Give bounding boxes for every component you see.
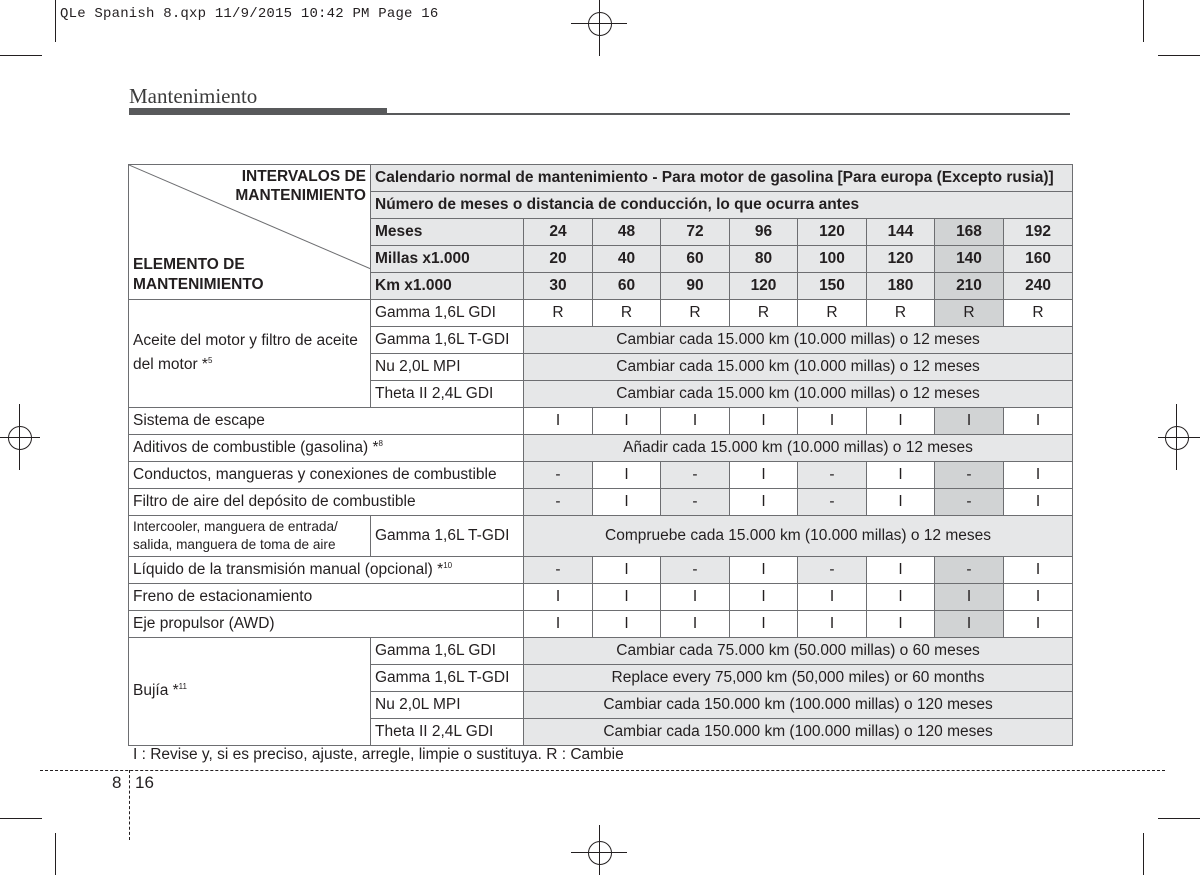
item-intercooler-line1: Intercooler, manguera de entrada/ <box>133 519 338 534</box>
table-cell: 168 <box>935 219 1004 246</box>
table-cell: 96 <box>730 219 798 246</box>
item-filtro-aire: Filtro de aire del depósito de combustible <box>129 489 524 516</box>
table-cell: - <box>935 462 1004 489</box>
table-cell: - <box>524 489 593 516</box>
crop-mark <box>1158 55 1200 56</box>
table-cell: I <box>524 611 593 638</box>
table-cell: I <box>661 611 730 638</box>
table-cell: R <box>524 300 593 327</box>
table-cell: 180 <box>867 273 935 300</box>
corner-top-label: INTERVALOS DE MANTENIMIENTO <box>235 168 366 204</box>
table-cell: 120 <box>867 246 935 273</box>
table-cell: I <box>730 408 798 435</box>
item-freno: Freno de estacionamiento <box>129 584 524 611</box>
crop-mark <box>1143 833 1144 875</box>
table-cell: - <box>524 462 593 489</box>
table-cell: 90 <box>661 273 730 300</box>
footnote-marker: 5 <box>207 356 213 366</box>
table-row <box>129 300 1073 327</box>
item-transmision <box>129 557 524 584</box>
table-cell: 72 <box>661 219 730 246</box>
span-cell: Cambiar cada 150.000 km (100.000 millas) o 120 meses <box>524 719 1073 746</box>
table-cell: - <box>935 557 1004 584</box>
table-cell: I <box>1004 462 1073 489</box>
table-cell: 60 <box>593 273 661 300</box>
table-cell: I <box>1004 611 1073 638</box>
table-cell: 150 <box>798 273 867 300</box>
table-cell: I <box>798 611 867 638</box>
item-bujia <box>129 638 371 746</box>
table-cell: 60 <box>661 246 730 273</box>
table-cell: I <box>867 584 935 611</box>
row-label: Meses <box>371 219 524 246</box>
span-cell: Cambiar cada 75.000 km (50.000 millas) o 60 meses <box>524 638 1073 665</box>
table-row <box>129 489 1073 516</box>
crop-mark <box>55 0 56 42</box>
engine-label: Gamma 1,6L GDI <box>371 638 524 665</box>
table-cell: 192 <box>1004 219 1073 246</box>
item-eje: Eje propulsor (AWD) <box>129 611 524 638</box>
table-legend: I : Revise y, si es preciso, ajuste, arregle, limpie o sustituya. R : Cambie <box>133 746 624 763</box>
table-row <box>129 638 1073 665</box>
table-row <box>129 611 1073 638</box>
item-aditivos <box>129 435 524 462</box>
table-cell: - <box>661 462 730 489</box>
span-cell: Cambiar cada 15.000 km (10.000 millas) o 12 meses <box>524 327 1073 354</box>
table-cell: - <box>661 489 730 516</box>
table-cell: 30 <box>524 273 593 300</box>
table-cell: 210 <box>935 273 1004 300</box>
table-cell: I <box>798 584 867 611</box>
table-cell: I <box>730 489 798 516</box>
table-cell: I <box>524 408 593 435</box>
crop-mark <box>1143 0 1144 42</box>
table-cell: R <box>1004 300 1073 327</box>
table-cell: I <box>1004 557 1073 584</box>
row-label: Km x1.000 <box>371 273 524 300</box>
footer-dashed-rule <box>40 770 1165 771</box>
table-cell: I <box>730 557 798 584</box>
table-cell: I <box>867 489 935 516</box>
table-cell: I <box>730 611 798 638</box>
corner-bottom-label: ELEMENTO DE MANTENIMIENTO <box>133 256 264 293</box>
item-conductos: Conductos, mangueras y conexiones de combustible <box>129 462 524 489</box>
item-intercooler-line2: salida, manguera de toma de aire <box>133 537 336 552</box>
table-cell: - <box>798 489 867 516</box>
item-aditivos-label: Aditivos de combustible (gasolina) * <box>133 439 379 457</box>
table-cell: I <box>593 489 661 516</box>
table-row <box>129 584 1073 611</box>
table-cell: I <box>593 611 661 638</box>
table-row <box>129 462 1073 489</box>
page-chapter: 8 <box>112 773 122 792</box>
page-number: 16 <box>135 773 154 792</box>
table-cell: 120 <box>730 273 798 300</box>
span-cell: Cambiar cada 15.000 km (10.000 millas) o 12 meses <box>524 354 1073 381</box>
item-transmision-label: Líquido de la transmisión manual (opcional) * <box>133 561 444 579</box>
table-cell: 20 <box>524 246 593 273</box>
table-cell: R <box>867 300 935 327</box>
engine-label: Theta II 2,4L GDI <box>371 719 524 746</box>
row-label: Millas x1.000 <box>371 246 524 273</box>
table-cell: I <box>867 462 935 489</box>
engine-label: Theta II 2,4L GDI <box>371 381 524 408</box>
table-cell: I <box>730 462 798 489</box>
engine-label: Gamma 1,6L T-GDI <box>371 516 524 557</box>
span-cell: Compruebe cada 15.000 km (10.000 millas) o 12 meses <box>524 516 1073 557</box>
span-cell: Cambiar cada 15.000 km (10.000 millas) o 12 meses <box>524 381 1073 408</box>
table-cell: I <box>798 408 867 435</box>
crop-mark <box>1158 818 1200 819</box>
table-cell: R <box>661 300 730 327</box>
table-cell: - <box>798 557 867 584</box>
table-cell: I <box>524 584 593 611</box>
table-cell: - <box>661 557 730 584</box>
item-aceite <box>129 300 371 408</box>
table-cell: I <box>1004 489 1073 516</box>
engine-label: Nu 2,0L MPI <box>371 354 524 381</box>
table-title: Calendario normal de mantenimiento - Para motor de gasolina [Para europa (Excepto rusia)] <box>371 165 1073 192</box>
engine-label: Gamma 1,6L T-GDI <box>371 327 524 354</box>
span-cell: Añadir cada 15.000 km (10.000 millas) o 12 meses <box>524 435 1073 462</box>
table-cell: 240 <box>1004 273 1073 300</box>
crop-mark <box>0 818 42 819</box>
table-cell: I <box>593 408 661 435</box>
table-cell: I <box>935 584 1004 611</box>
crop-mark <box>55 833 56 875</box>
engine-label: Gamma 1,6L T-GDI <box>371 665 524 692</box>
footnote-marker: 11 <box>178 682 187 692</box>
table-cell: 40 <box>593 246 661 273</box>
table-cell: I <box>593 462 661 489</box>
table-cell: I <box>867 408 935 435</box>
table-row <box>129 516 1073 557</box>
table-cell: 100 <box>798 246 867 273</box>
footnote-marker: 10 <box>443 560 453 570</box>
section-title: Mantenimiento <box>129 84 258 108</box>
table-cell: 48 <box>593 219 661 246</box>
item-aceite-label: Aceite del motor y filtro de aceite del motor * <box>133 332 358 374</box>
engine-label: Gamma 1,6L GDI <box>371 300 524 327</box>
table-cell: I <box>867 611 935 638</box>
table-cell: I <box>935 611 1004 638</box>
title-rule-thick <box>129 108 387 115</box>
table-cell: R <box>935 300 1004 327</box>
table-cell: I <box>661 408 730 435</box>
maintenance-table <box>128 164 1073 746</box>
table-cell: I <box>661 584 730 611</box>
table-cell: 160 <box>1004 246 1073 273</box>
table-row <box>129 435 1073 462</box>
table-cell: I <box>867 557 935 584</box>
header-corner-cell <box>129 165 371 300</box>
table-cell: - <box>798 462 867 489</box>
item-intercooler <box>129 516 371 557</box>
table-cell: 120 <box>798 219 867 246</box>
table-cell: I <box>593 584 661 611</box>
table-cell: - <box>524 557 593 584</box>
print-header: QLe Spanish 8.qxp 11/9/2015 10:42 PM Page 16 <box>60 6 439 22</box>
table-cell: R <box>593 300 661 327</box>
table-cell: 144 <box>867 219 935 246</box>
table-cell: 24 <box>524 219 593 246</box>
item-escape: Sistema de escape <box>129 408 524 435</box>
table-cell: 80 <box>730 246 798 273</box>
table-row <box>129 557 1073 584</box>
item-bujia-label: Bujía * <box>133 682 179 700</box>
table-subtitle: Número de meses o distancia de conducción, lo que ocurra antes <box>371 192 1073 219</box>
footer-dashed-divider <box>129 770 130 840</box>
table-cell: - <box>935 489 1004 516</box>
table-cell: 140 <box>935 246 1004 273</box>
table-row <box>129 408 1073 435</box>
table-cell: I <box>730 584 798 611</box>
table-cell: R <box>730 300 798 327</box>
engine-label: Nu 2,0L MPI <box>371 692 524 719</box>
table-cell: R <box>798 300 867 327</box>
span-cell: Replace every 75,000 km (50,000 miles) or 60 months <box>524 665 1073 692</box>
title-rule-thin <box>387 113 1070 115</box>
table-cell: I <box>1004 408 1073 435</box>
table-cell: I <box>593 557 661 584</box>
table-cell: I <box>1004 584 1073 611</box>
span-cell: Cambiar cada 150.000 km (100.000 millas) o 120 meses <box>524 692 1073 719</box>
footnote-marker: 8 <box>378 438 383 448</box>
crop-mark <box>0 55 42 56</box>
table-cell: I <box>935 408 1004 435</box>
